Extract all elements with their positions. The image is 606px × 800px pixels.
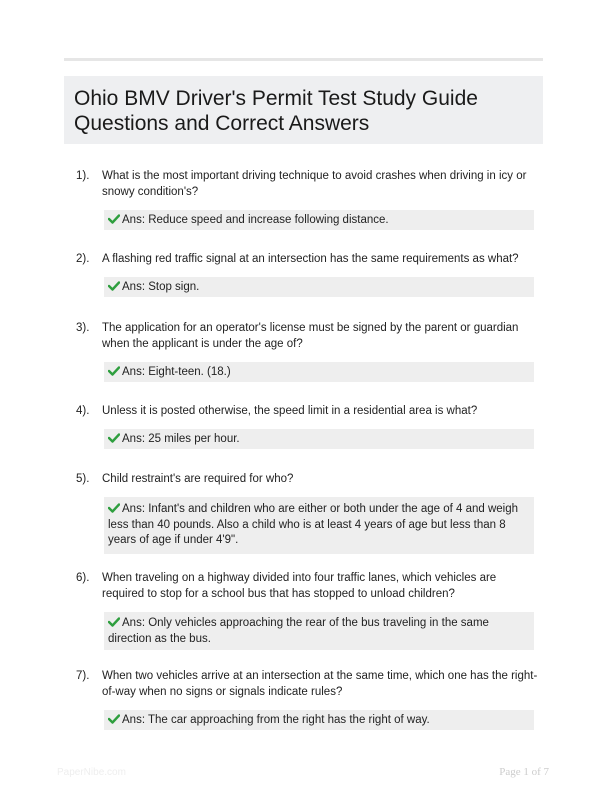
checkmark-icon xyxy=(108,617,120,627)
checkmark-icon xyxy=(108,281,120,291)
question-number: 6). xyxy=(76,572,90,584)
question-item-7 xyxy=(64,668,543,730)
answer-text: Ans: Eight-teen. (18.) xyxy=(122,366,231,378)
question-item-4 xyxy=(64,403,543,449)
question-text: Unless it is posted otherwise, the speed limit in a residential area is what? xyxy=(102,405,478,417)
title-line-2: Questions and Correct Answers xyxy=(74,112,370,135)
page-title xyxy=(64,76,543,144)
question-item-6 xyxy=(64,570,543,650)
question-number: 4). xyxy=(76,405,90,417)
answer-text: Ans: Infant's and children who are either or both under the age of 4 and weigh less than 40 pounds. Also a child who is at least 4 years of age but less than 8 years of age if under 4'9". xyxy=(108,503,519,546)
question-text: What is the most important driving technique to avoid crashes when driving in icy or snowy condition's? xyxy=(102,170,527,198)
question-text: The application for an operator's license must be signed by the parent or guardian when the applicant is under the age of? xyxy=(102,322,519,350)
answer-box xyxy=(104,710,534,730)
question-number: 3). xyxy=(76,322,90,334)
answer-text: Ans: Stop sign. xyxy=(122,281,200,293)
answer-text: Ans: Reduce speed and increase following distance. xyxy=(122,214,389,226)
question-number: 5). xyxy=(76,473,90,485)
question-number: 2). xyxy=(76,253,90,265)
question-item-2 xyxy=(64,251,543,297)
checkmark-icon xyxy=(108,503,120,513)
answer-box xyxy=(104,277,534,297)
question-text: When traveling on a highway divided into four traffic lanes, which vehicles are required to stop for a school bus that has stopped to unload children? xyxy=(102,572,497,600)
title-line-1: Ohio BMV Driver's Permit Test Study Guide xyxy=(74,87,478,110)
question-text: When two vehicles arrive at an intersection at the same time, which one has the right-of-way when no signs or signals indicate rules? xyxy=(102,670,538,698)
checkmark-icon xyxy=(108,366,120,376)
answer-box xyxy=(104,612,534,650)
top-divider xyxy=(64,58,543,61)
answer-text: Ans: The car approaching from the right has the right of way. xyxy=(122,714,430,726)
question-item-5 xyxy=(64,471,543,554)
answer-text: Ans: 25 miles per hour. xyxy=(122,433,240,445)
checkmark-icon xyxy=(108,433,120,443)
answer-box xyxy=(104,210,534,230)
checkmark-icon xyxy=(108,214,120,224)
answer-text: Ans: Only vehicles approaching the rear of the bus traveling in the same direction as the bus. xyxy=(108,617,489,645)
question-text: Child restraint's are required for who? xyxy=(102,473,294,485)
answer-box xyxy=(104,362,534,382)
answer-box xyxy=(104,497,534,554)
answer-box xyxy=(104,429,534,449)
question-number: 7). xyxy=(76,670,90,682)
watermark-text: PaperNibe.com xyxy=(57,767,126,778)
question-item-3 xyxy=(64,320,543,382)
question-number: 1). xyxy=(76,170,90,182)
checkmark-icon xyxy=(108,714,120,724)
question-item-1 xyxy=(64,168,543,230)
page-number: Page 1 of 7 xyxy=(499,766,549,778)
question-text: A flashing red traffic signal at an intersection has the same requirements as what? xyxy=(102,253,519,265)
